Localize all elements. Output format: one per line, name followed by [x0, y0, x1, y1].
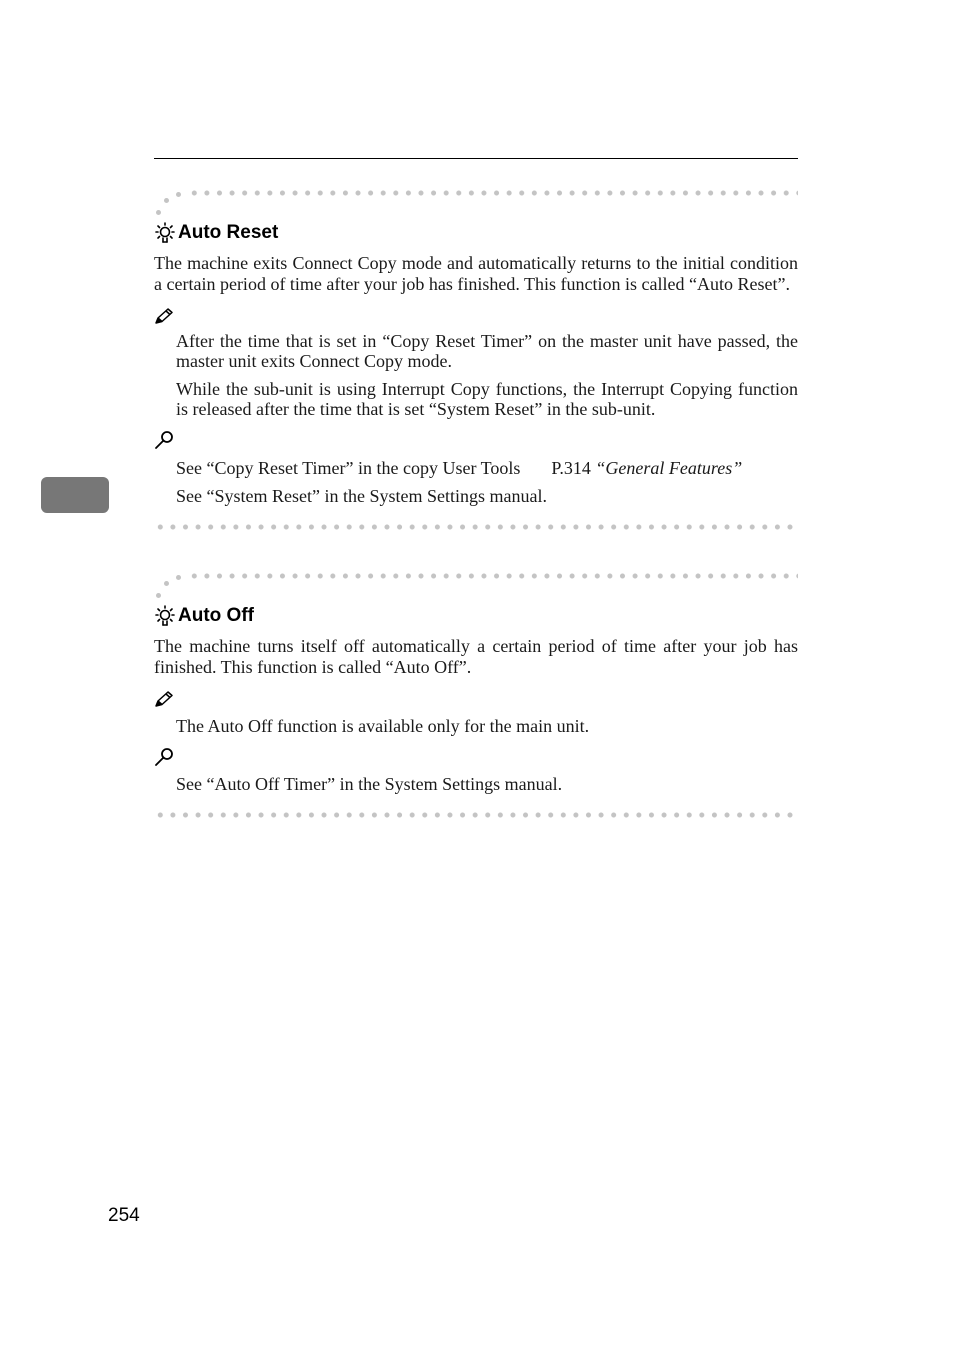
lightbulb-icon	[154, 604, 176, 628]
auto-reset-body: The machine exits Connect Copy mode and automatically returns to the initial condition a certain period of time after your job has finished. This function is called “Auto Reset”.	[154, 253, 798, 294]
auto-off-box	[154, 573, 798, 818]
pencil-icon	[154, 690, 174, 708]
reference-text: See “Copy Reset Timer” in the copy User Tools	[176, 458, 521, 478]
box-top-border	[154, 573, 798, 603]
auto-off-heading	[154, 603, 798, 629]
magnifier-icon	[154, 747, 176, 767]
page-number: 254	[108, 1205, 140, 1226]
reference-marker	[154, 430, 798, 452]
note-item: While the sub-unit is using Interrupt Copy functions, the Interrupt Copying function is released after the time that is set “System Reset” in the sub-unit.	[176, 379, 798, 419]
reference-line: See “System Reset” in the System Settings manual.	[176, 486, 547, 506]
note-item: The Auto Off function is available only for the main unit.	[176, 716, 590, 736]
auto-reset-heading	[154, 220, 798, 246]
reference-line: See “Auto Off Timer” in the System Settings manual.	[176, 774, 563, 794]
magnifier-icon	[154, 430, 176, 450]
reference-marker	[154, 747, 798, 769]
pencil-icon	[154, 307, 174, 325]
note-marker	[154, 307, 798, 329]
box-bottom-border	[154, 524, 798, 530]
reference-line	[176, 457, 798, 479]
reference-title: “General Features”	[595, 458, 743, 478]
chapter-tab	[41, 477, 109, 513]
note-marker	[154, 690, 798, 712]
lightbulb-icon	[154, 221, 176, 245]
box-top-border	[154, 190, 798, 220]
auto-reset-title: Auto Reset	[178, 222, 279, 243]
auto-off-body: The machine turns itself off automatically a certain period of time after your job has finished. This function is called “Auto Off”.	[154, 636, 798, 677]
note-item: After the time that is set in “Copy Reset Timer” on the master unit have passed, the master unit exits Connect Copy mode.	[176, 331, 798, 371]
auto-reset-box	[154, 190, 798, 530]
box-bottom-border	[154, 812, 798, 818]
header-rule	[154, 158, 798, 159]
auto-off-title: Auto Off	[178, 605, 254, 626]
reference-page: P.314	[551, 458, 591, 478]
